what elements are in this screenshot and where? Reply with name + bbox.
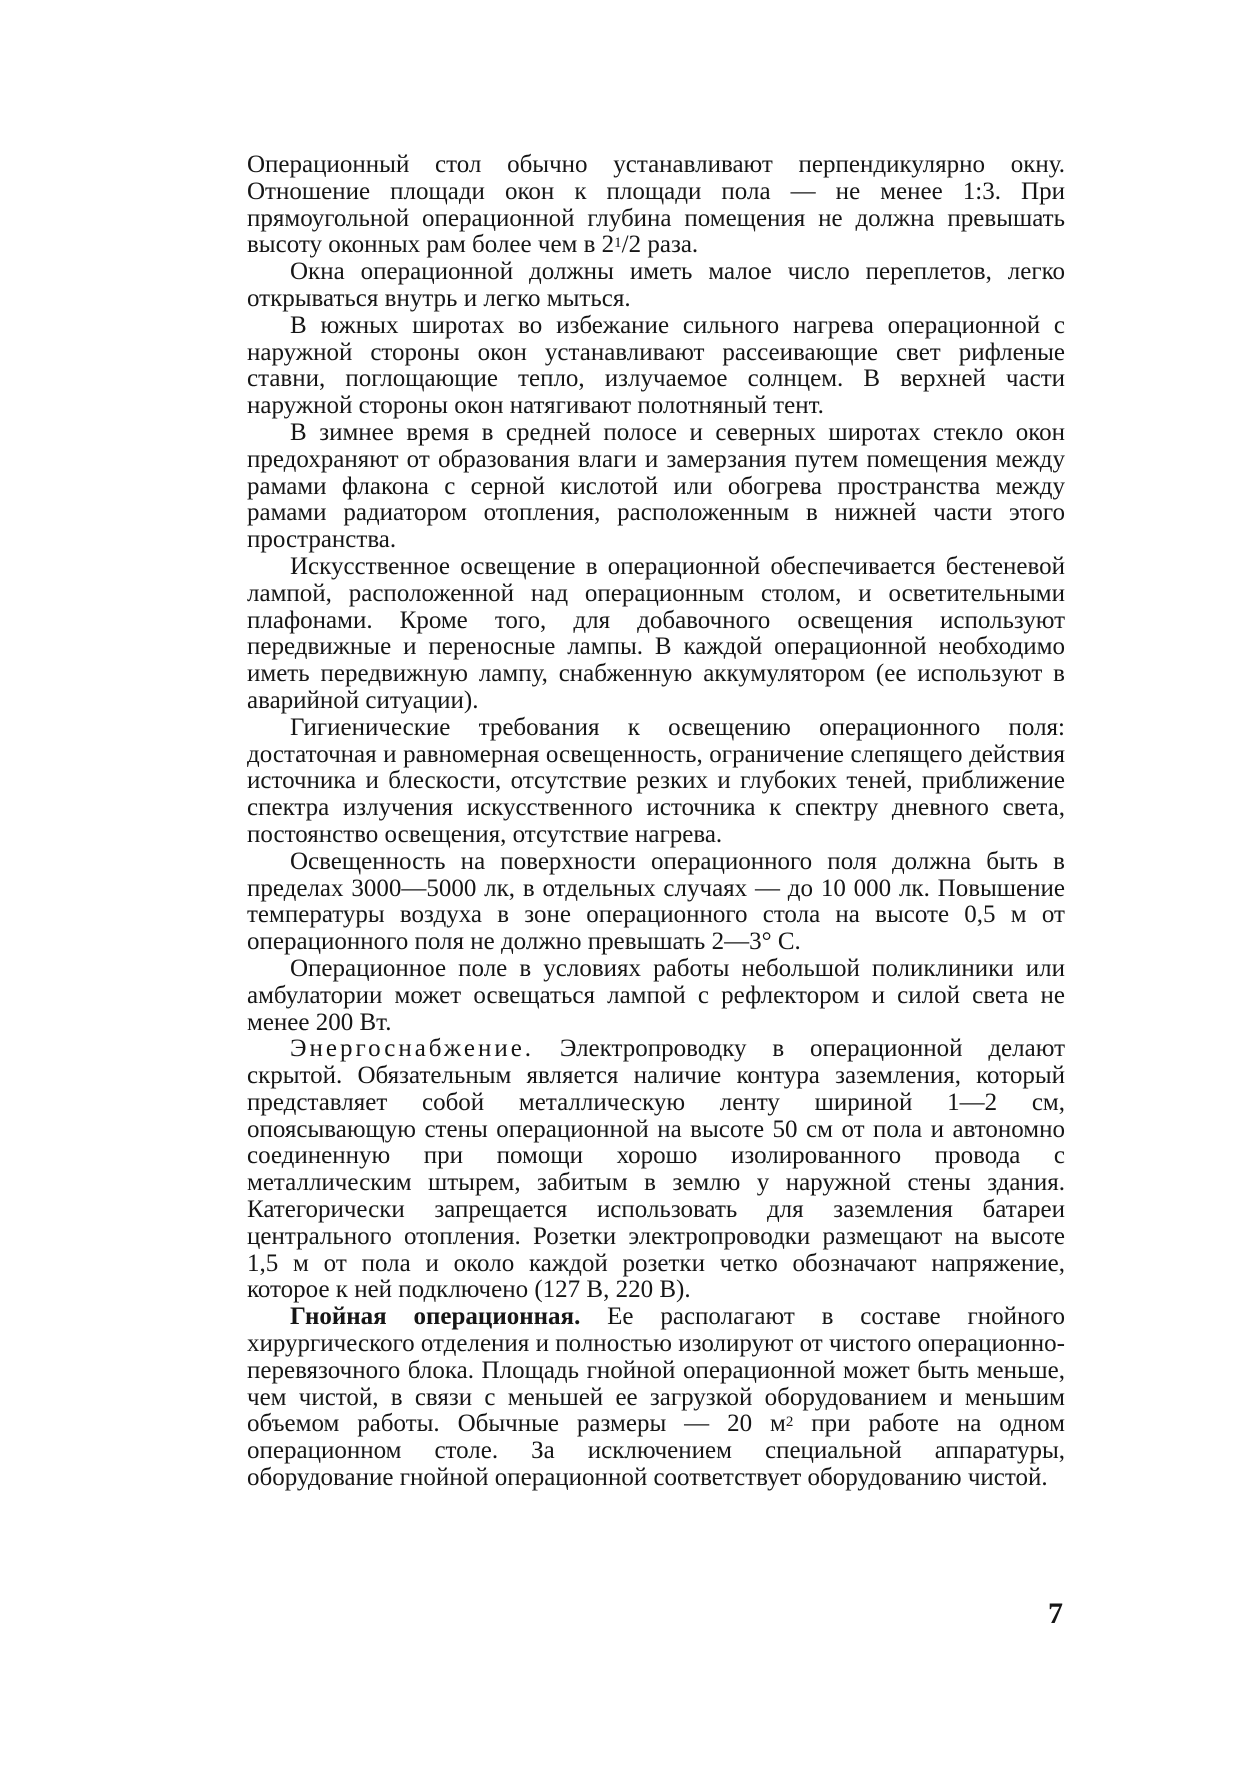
section-heading-purulent: Гнойная операционная. — [290, 1303, 581, 1331]
body-text — [247, 152, 1065, 1492]
paragraph-3: В южных широтах во избежание сильного нагрева операционной с наружной стороны окон устанавливают рассеивающие свет рифленые ставни, поглощающие тепло, излучаемое солнцем. В верхней части наружной стороны окон натягивают полотняный тент. — [247, 311, 1065, 420]
paragraph-2: Окна операционной должны иметь малое число переплетов, легко открываться внутрь и легко мыться. — [247, 258, 1065, 312]
page-number: 7 — [1048, 1597, 1063, 1630]
paragraph-7: Освещенность на поверхности операционного поля должна быть в пределах 3000—5000 лк, в отдельных случаях — до 10 000 лк. Повышение температуры воздуха в зоне операционного стола на высоте 0,5 м от операционного поля не должно превышать 2—3° С. — [247, 847, 1065, 956]
section-heading-power: Энергоснабжение. — [290, 1035, 535, 1063]
paragraph-10: Гнойная операционная. Ее располагают в составе гнойного хирургического отделения и полностью изолируют от чистого операционно-перевязочного блока. Площадь гнойной операционной может быть меньше, чем чистой, в связи с меньшей ее загрузкой оборудованием и меньшим объемом работы. Обычные размеры — 20 $м^2$ при работе на одном операционном столе. За исключением специальной аппаратуры, оборудование гнойной операционной соответствует оборудованию чистой. — [247, 1303, 1065, 1492]
paragraph-4: В зимнее время в средней полосе и северных широтах стекло окон предохраняют от образования влаги и замерзания путем помещения между рамами флакона с серной кислотой или обогрева пространства между рамами радиатором отопления, расположенным в нижней части этого пространства. — [247, 418, 1065, 554]
paragraph-8: Операционное поле в условиях работы небольшой поликлиники или амбулатории может освещаться лампой с рефлектором и силой света не менее 200 Вт. — [247, 954, 1065, 1036]
paragraph-9: Энергоснабжение. Электропроводку в операционной делают скрытой. Обязательным является наличие контура заземления, который представляет собой металлическую ленту шириной 1—2 см, опоясывающую стены операционной на высоте 50 см от пола и автономно соединенную при помощи хорошо изолированного провода с металлическим штырем, забитым в землю у наружной стены здания. Категорически запрещается использовать для заземления батареи центрального отопления. Розетки электропроводки размещают на высоте 1,5 м от пола и около каждой розетки четко обозначают напряжение, которое к ней подключено (127 В, 220 В). — [247, 1035, 1065, 1304]
paragraph-6: Гигиенические требования к освещению операционного поля: достаточная и равномерная освещенность, ограничение слепящего действия источника и блескости, отсутствие резких и глубоких теней, приближение спектра излучения искусственного источника к спектру дневного света, постоянство освещения, отсутствие нагрева. — [247, 713, 1065, 848]
paragraph-5: Искусственное освещение в операционной обеспечивается бестеневой лампой, расположенной над операционным столом, и осветительными плафонами. Кроме того, для добавочного освещения используют передвижные и переносные лампы. В каждой операционной необходимо иметь передвижную лампу, снабженную аккумулятором (ее используют в аварийной ситуации). — [247, 552, 1065, 714]
paragraph-1: Операционный стол обычно устанавливают перпендикулярно окну. Отношение площади окон к площади пола — не менее 1:3. При прямоугольной операционной глубина помещения не должна превышать высоту оконных рам более чем в $2^1/2$ раза. — [247, 151, 1065, 259]
